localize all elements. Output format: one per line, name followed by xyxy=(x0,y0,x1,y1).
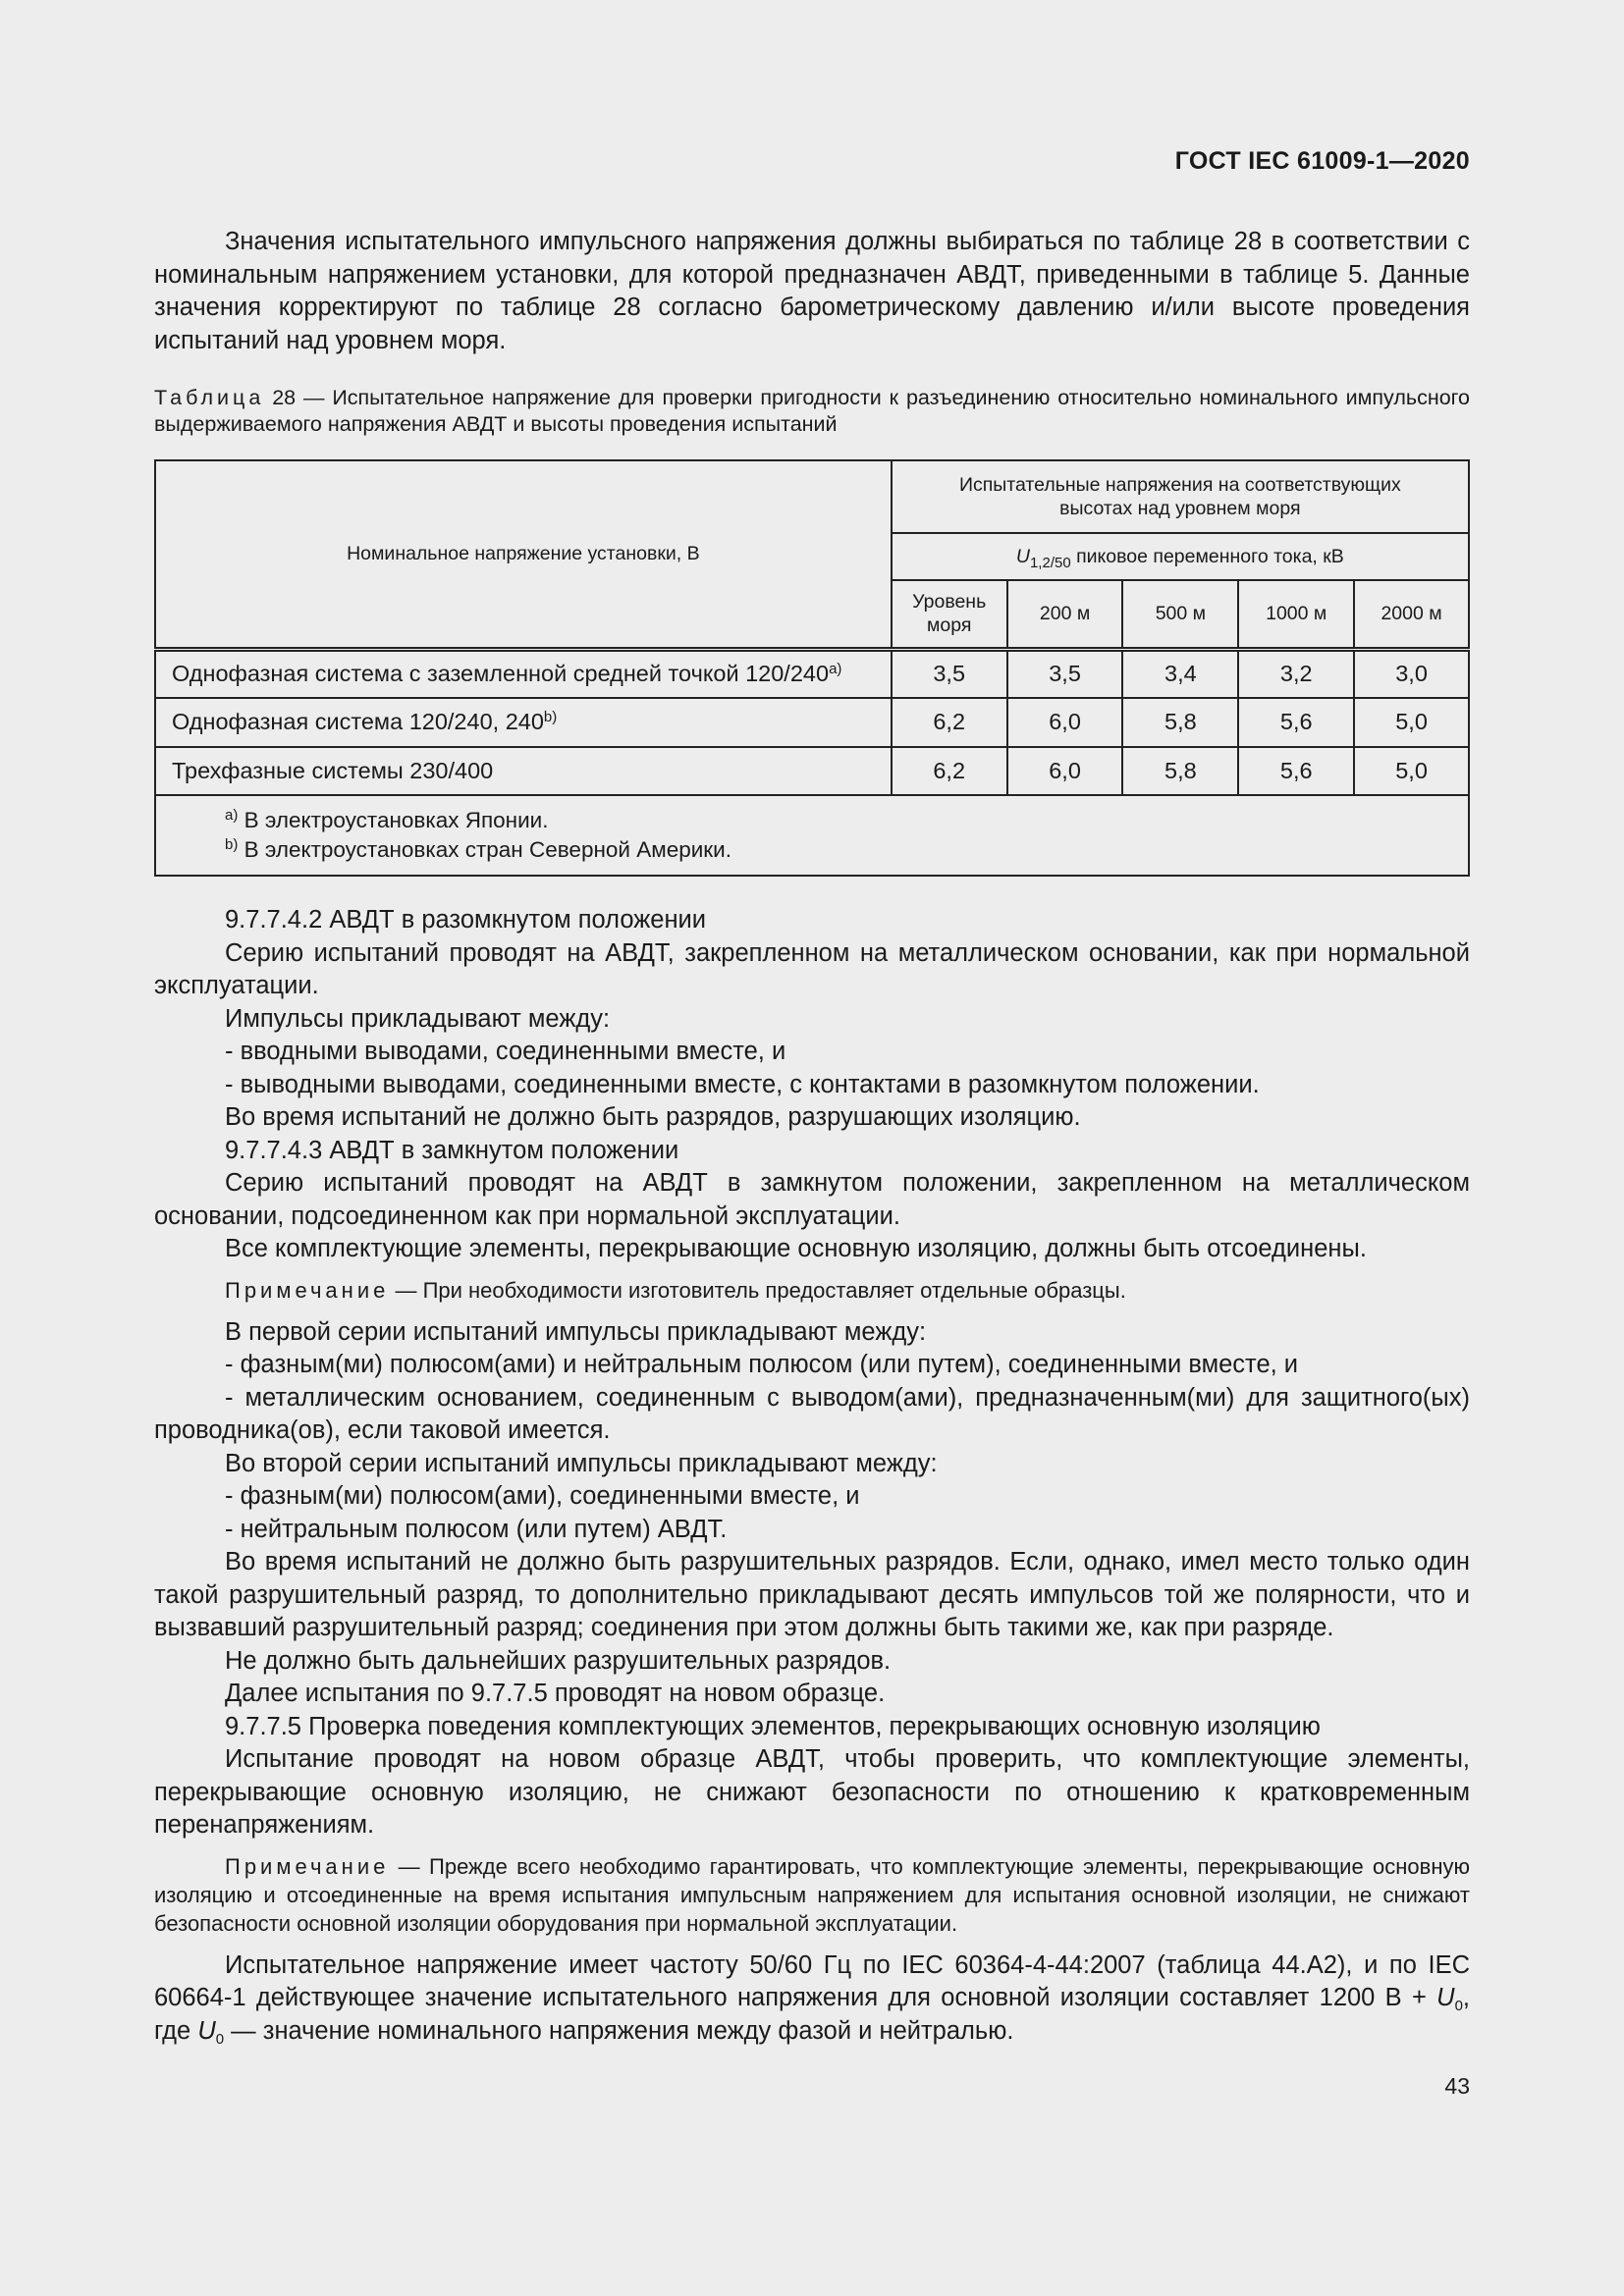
unit-symbol: U xyxy=(1015,546,1030,567)
test-voltage-table xyxy=(154,459,1470,877)
list-item: - выводными выводами, соединенными вместе, с контактами в разомкнутом положении. xyxy=(225,1070,1260,1098)
table-cell: 5,0 xyxy=(1354,698,1469,747)
row-label: Трехфазные системы 230/400 xyxy=(155,747,892,795)
altitude-header: 500 м xyxy=(1122,580,1238,649)
list-item: - вводными выводами, соединенными вместе, и xyxy=(225,1038,786,1065)
paragraph: Серию испытаний проводят на АВДТ в замкнутом положении, закрепленном на металлическом основании, подсоединенном как при нормальной эксплуатации. xyxy=(154,1169,1470,1230)
altitude-header: Уровень моря xyxy=(892,580,1007,649)
table-footnotes xyxy=(155,795,1469,876)
paragraph: Во время испытаний не должно быть разрядов, разрушающих изоляцию. xyxy=(225,1103,1081,1131)
list-item: - фазным(ми) полюсом(ами) и нейтральным полюсом (или путем), соединенными вместе, и xyxy=(225,1351,1299,1378)
section-title: 9.7.7.4.3 АВДТ в замкнутом положении xyxy=(225,1136,679,1164)
table-cell: 3,0 xyxy=(1354,649,1469,698)
footnote-mark: a) xyxy=(829,661,842,677)
altitude-header: 1000 м xyxy=(1238,580,1354,649)
paragraph: Во второй серии испытаний импульсы прикладывают между: xyxy=(225,1449,938,1477)
paragraph: Далее испытания по 9.7.7.5 проводят на новом образце. xyxy=(225,1680,886,1707)
table-cell: 6,2 xyxy=(892,698,1007,747)
paragraph: Серию испытаний проводят на АВДТ, закрепленном на металлическом основании, как при нормальной эксплуатации. xyxy=(154,938,1470,999)
table-footnotes-row xyxy=(155,795,1469,876)
section-title: 9.7.7.4.2 АВДТ в разомкнутом положении xyxy=(225,906,707,934)
table-cell: 3,5 xyxy=(1007,649,1123,698)
paragraph: Все комплектующие элементы, перекрывающие основную изоляцию, должны быть отсоединены. xyxy=(225,1235,1367,1262)
table-cell: 5,6 xyxy=(1238,698,1354,747)
footnote: $^{a)}$ В электроустановках Японии. xyxy=(225,807,549,832)
table-cell: 5,6 xyxy=(1238,747,1354,795)
list-item: - фазным(ми) полюсом(ами), соединенными вместе, и xyxy=(225,1482,860,1510)
section-title: 9.7.7.5 Проверка поведения комплектующих элементов, перекрывающих основную изоляцию xyxy=(225,1712,1321,1740)
altitude-header: 2000 м xyxy=(1354,580,1469,649)
table-cell: 6,2 xyxy=(892,747,1007,795)
u0-symbol: U xyxy=(197,2016,216,2045)
table-cell: 3,5 xyxy=(892,649,1007,698)
paragraph: Во время испытаний не должно быть разрушительных разрядов. Если, однако, имел место только один такой разрушительный разряд, то дополнительно прикладывают десять импульсов той же полярности, что и вызвавший разрушительный разряд; соединения при этом должны быть такими же, как при разряде. xyxy=(154,1548,1470,1641)
page-body xyxy=(154,226,1470,2048)
table-caption xyxy=(154,385,1470,438)
table-caption-text: 28 — Испытательное напряжение для проверки пригодности к разъединению относительно номинального импульсного выдерживаемого напряжения АВДТ и высоты проведения испытаний xyxy=(154,386,1470,436)
table-cell: 6,0 xyxy=(1007,747,1123,795)
row-label: Однофазная система с заземленной средней точкой 120/240$^{a)}$ xyxy=(155,649,892,698)
footnote: $^{b)}$ В электроустановках стран Северной Америки. xyxy=(225,836,731,862)
unit-subscript: 1,2/50 xyxy=(1029,555,1071,571)
row-label: Однофазная система 120/240, 240$^{b)}$ xyxy=(155,698,892,747)
paragraph: Испытание проводят на новом образце АВДТ, чтобы проверить, что комплектующие элементы, перекрывающие основную изоляцию, не снижают безопасности по отношению к кратковременным перенапряжениям. xyxy=(154,1745,1470,1839)
paragraph: Импульсы прикладывают между: xyxy=(225,1004,611,1033)
document-code-header: ГОСТ IEC 61009-1—2020 xyxy=(1174,147,1470,175)
note-text: — При необходимости изготовитель предоставляет отдельные образцы. xyxy=(389,1277,1126,1303)
table-cell: 6,0 xyxy=(1007,698,1123,747)
table-cell: 5,8 xyxy=(1122,747,1238,795)
page-number: 43 xyxy=(1444,2073,1470,2099)
col-head-voltage: Номинальное напряжение установки, В xyxy=(155,460,892,649)
table-row xyxy=(155,747,1469,795)
unit-text: пиковое переменного тока, кВ xyxy=(1070,546,1344,567)
altitude-header: 200 м xyxy=(1007,580,1123,649)
list-item: - металлическим основанием, соединенным с выводом(ами), предназначенным(ми) для защитного(ых) проводника(ов), если таковой имеется. xyxy=(154,1383,1470,1444)
intro-paragraph: Значения испытательного импульсного напряжения должны выбираться по таблице 28 в соответствии с номинальным напряжением установки, для которой предназначен АВДТ, приведенными в таблице 5. Данные значения корректируют по таблице 28 согласно барометрическому давлению и/или высоте проведения испытаний над уровнем моря. xyxy=(154,228,1470,354)
note-label: Примечание xyxy=(225,1853,390,1879)
u0-subscript: 0 xyxy=(215,2030,225,2048)
col-head-unit xyxy=(892,533,1469,580)
document-page xyxy=(154,0,1470,2296)
note xyxy=(154,1276,1470,1305)
table-row xyxy=(155,649,1469,698)
paragraph: Не должно быть дальнейших разрушительных разрядов. xyxy=(225,1646,892,1675)
u0-subscript: 0 xyxy=(1454,1998,1463,2014)
paragraph: Испытательное напряжение имеет частоту 50/60 Гц по IEC 60364-4-44:2007 (таблица 44.А2), и по IEC 60664-1 действующее значение испытательного напряжения для основной изоляции составляет 1200 $В + U_0$, где $U_0$ — значение номинального напряжения между фазой и нейтралью. xyxy=(154,1950,1470,2048)
table-caption-label: Таблица xyxy=(154,386,265,409)
table-cell: 3,4 xyxy=(1122,649,1238,698)
table-cell: 5,0 xyxy=(1354,747,1469,795)
table-row xyxy=(155,698,1469,747)
list-item: - нейтральным полюсом (или путем) АВДТ. xyxy=(225,1515,728,1543)
table-cell: 3,2 xyxy=(1238,649,1354,698)
paragraph: В первой серии испытаний импульсы прикладывают между: xyxy=(225,1317,927,1346)
table-cell: 5,8 xyxy=(1122,698,1238,747)
note-text: — Прежде всего необходимо гарантировать, что комплектующие элементы, перекрывающие основную изоляцию и отсоединенные на время испытания импульсным напряжением для испытания основной изоляции, не снижают безопасности основной изоляции оборудования при нормальной эксплуатации. xyxy=(154,1853,1470,1936)
note xyxy=(154,1852,1470,1938)
col-head-altitudes: Испытательные напряжения на соответствующих высотах над уровнем моря xyxy=(892,460,1469,533)
note-label: Примечание xyxy=(225,1277,390,1303)
footnote-mark: b) xyxy=(543,709,558,726)
u0-symbol: U xyxy=(1436,1984,1455,2011)
